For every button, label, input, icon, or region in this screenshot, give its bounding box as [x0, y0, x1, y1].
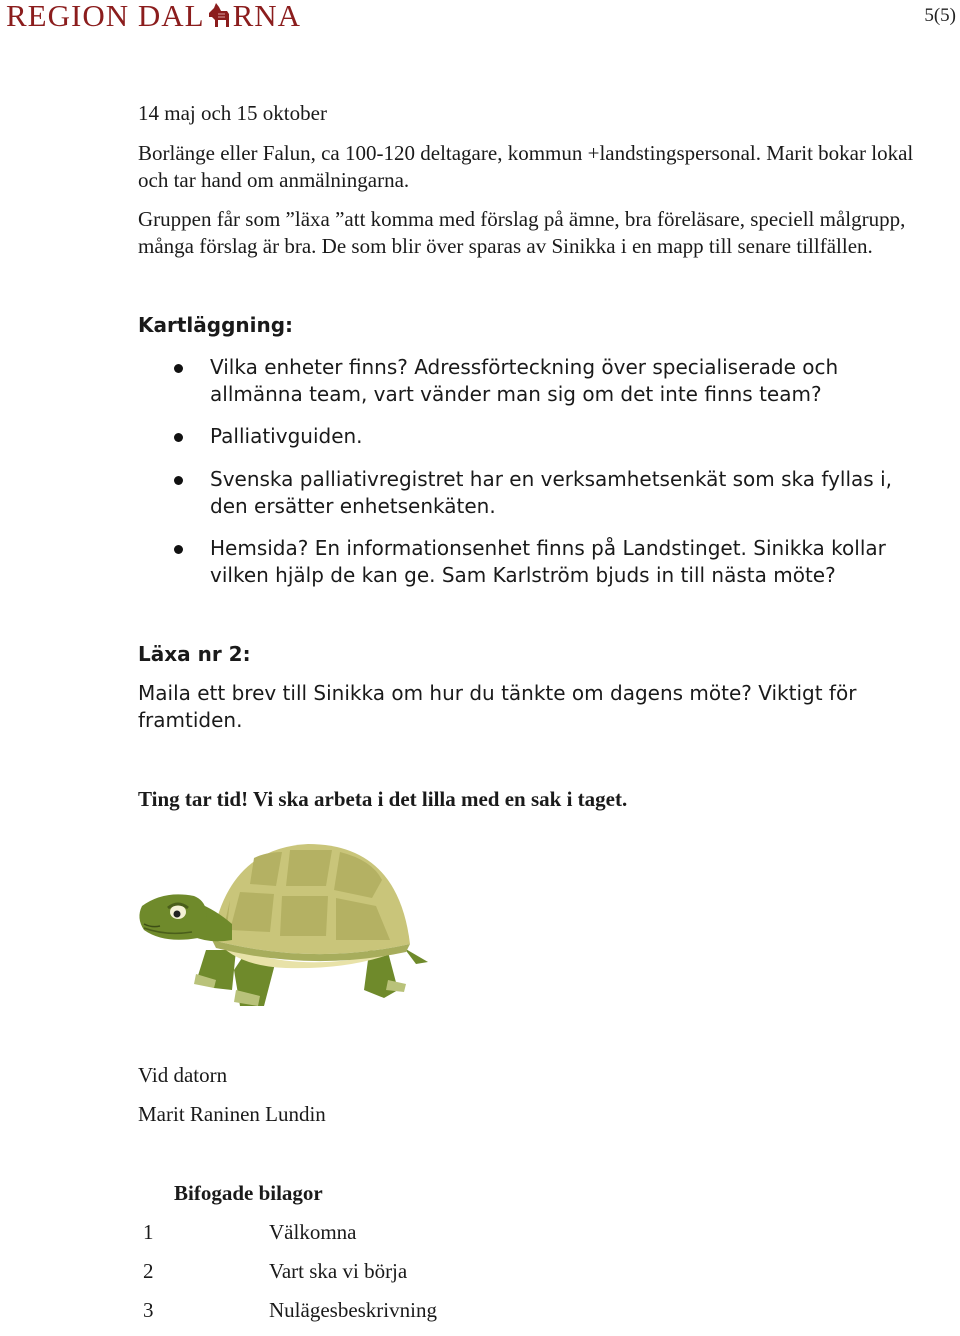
bullet-icon: [174, 433, 183, 442]
signature-line-1: Vid datorn: [138, 1063, 228, 1087]
kartlaggning-list: [138, 354, 918, 589]
bullet-icon: [174, 364, 183, 373]
laxa-text: Maila ett brev till Sinikka om hur du tänkte om dagens möte? Viktigt för framtiden.: [138, 681, 857, 732]
attachments: [138, 1180, 437, 1336]
attachment-row: [138, 1219, 437, 1246]
meeting-homework-text: Gruppen får som ”läxa ”att komma med förslag på ämne, bra föreläsare, speciell målgrupp, många förslag är bra. De som blir över sparas av Sinikka i en mapp till senare tillfällen.: [138, 207, 906, 258]
signature-line-2: Marit Raninen Lundin: [138, 1102, 326, 1126]
list-item: Palliativguiden.: [138, 423, 918, 450]
attachment-title: Välkomna: [269, 1220, 357, 1244]
region-dalarna-logo: [6, 0, 301, 34]
bullet-icon: [174, 476, 183, 485]
attachment-number: 3: [143, 1298, 154, 1322]
list-item: Vilka enheter finns? Adressförteckning över specialiserade och allmänna team, vart vänder man sig om det inte finns team?: [138, 354, 918, 408]
attachment-title: Nulägesbeskrivning: [269, 1298, 437, 1322]
signature-block: [138, 1062, 918, 1128]
list-item: Svenska palliativregistret har en verksamhetsenkät som ska fyllas i, den ersätter enhetsenkäten.: [138, 466, 918, 520]
attachment-title: Vart ska vi börja: [269, 1259, 408, 1283]
turtle-illustration: [136, 840, 432, 1010]
bullet-icon: [174, 545, 183, 554]
attachment-row: [138, 1297, 437, 1324]
motto: Ting tar tid! Vi ska arbeta i det lilla med en sak i taget.: [138, 787, 628, 811]
logo-text-left: REGION DAL: [6, 0, 205, 33]
laxa-heading: Läxa nr 2:: [138, 642, 251, 666]
kartlaggning-heading: Kartläggning:: [138, 313, 294, 337]
attachment-row: [138, 1258, 437, 1285]
meeting-location: Borlänge eller Falun, ca 100-120 deltagare, kommun +landstingspersonal. Marit bokar lokal och tar hand om anmälningarna.: [138, 141, 914, 192]
attachments-heading: Bifogade bilagor: [174, 1181, 323, 1205]
logo-text-right: RNA: [232, 0, 302, 33]
page-number: 5(5): [924, 5, 956, 26]
dala-horse-icon: [206, 1, 232, 29]
meeting-dates: 14 maj och 15 oktober: [138, 101, 327, 125]
attachment-number: 1: [143, 1220, 154, 1244]
list-item: Hemsida? En informationsenhet finns på Landstinget. Sinikka kollar vilken hjälp de kan ge. Sam Karlström bjuds in till nästa möte?: [138, 535, 918, 589]
attachment-number: 2: [143, 1259, 154, 1283]
document-body: [138, 100, 918, 813]
